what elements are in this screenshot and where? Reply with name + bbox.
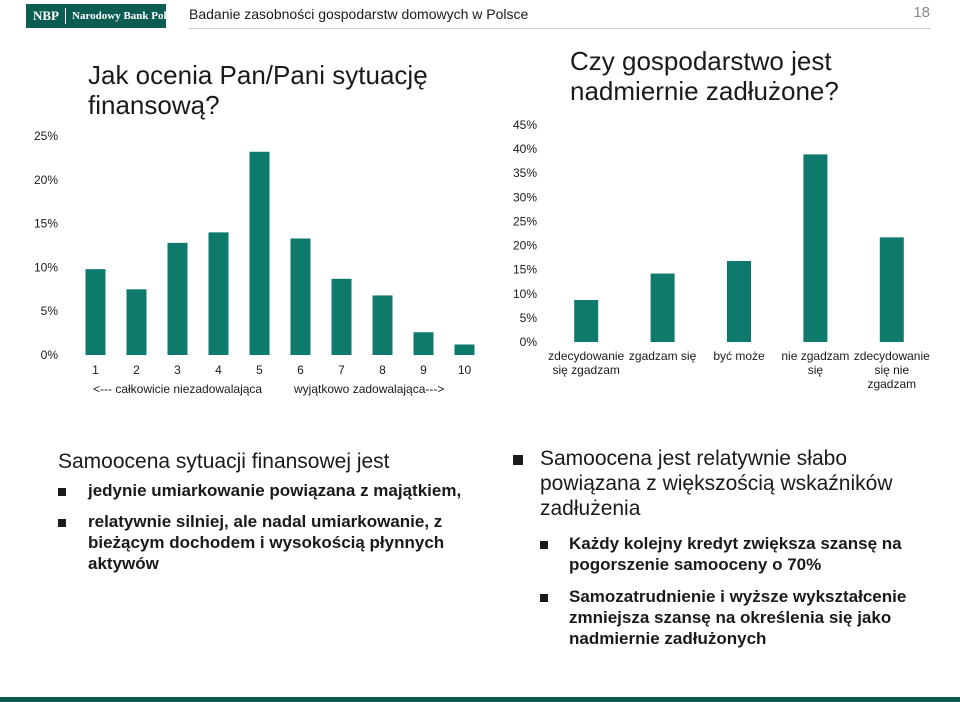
y-tick-label: 25% (33, 129, 58, 143)
bar (880, 237, 904, 342)
x-tick-label: być może (713, 349, 765, 363)
x-tick-label: 8 (379, 363, 386, 377)
x-tick-label: 10 (457, 363, 472, 377)
chart-title-financial-situation: Jak ocenia Pan/Pani sytuację finansową? (88, 60, 428, 120)
y-tick-label: 35% (512, 166, 537, 181)
page-number: 18 (913, 4, 930, 21)
header-title: Badanie zasobności gospodarstw domowych w Polsce (189, 6, 529, 22)
bar (574, 300, 598, 342)
x-tick-label: 5 (256, 363, 263, 377)
bar (332, 279, 352, 355)
x-tick-label: 7 (338, 363, 345, 377)
summary-heading: Samoocena sytuacji finansowej jest (58, 450, 390, 473)
summary-bullet: Samozatrudnienie i wyższe wykształcenie zmniejsza szansę na określenia się jako nadmiernie zadłużonych (540, 586, 943, 649)
y-tick-label: 25% (512, 214, 537, 229)
x-tick-label: 1 (92, 363, 99, 377)
y-tick-label: 15% (512, 262, 537, 277)
logo-name: Narodowy Bank Polski (72, 10, 180, 22)
x-tick-label: nie zgadzam (781, 349, 850, 363)
summary-bullet: jedynie umiarkowanie powiązana z majątkiem, (58, 480, 478, 501)
x-tick-label: 4 (215, 363, 222, 377)
bar (168, 243, 188, 355)
x-tick-label: zgadzam się (628, 349, 697, 363)
y-tick-label: 20% (33, 172, 58, 187)
x-axis-label-low: <--- całkowicie niezadowalająca (93, 382, 263, 396)
bar (414, 332, 434, 355)
indebtedness-summary (513, 446, 943, 660)
y-tick-label: 10% (33, 260, 58, 275)
x-tick-label: się (807, 363, 824, 377)
summary-bullet: relatywnie silniej, ale nadal umiarkowanie, z bieżącym dochodem i wysokością płynnych aktywów (58, 511, 478, 574)
x-axis-label-high: wyjątkowo zadowalająca---> (294, 382, 445, 396)
bar (455, 344, 475, 355)
bottom-brand-bar (0, 697, 960, 702)
x-tick-label: 3 (174, 363, 181, 377)
x-tick-label: zdecydowanie (548, 349, 625, 363)
y-tick-label: 15% (33, 216, 58, 231)
y-tick-label: 20% (512, 238, 537, 253)
y-tick-label: 45% (512, 118, 537, 132)
summary-bullet-list (58, 480, 478, 574)
bar (651, 274, 675, 342)
bar (727, 261, 751, 342)
y-tick-label: 0% (40, 348, 58, 362)
y-tick-label: 5% (40, 304, 58, 319)
bar (127, 289, 147, 355)
x-tick-label: się nie (874, 363, 910, 377)
bar (86, 269, 106, 355)
x-tick-label: zgadzam (867, 377, 917, 391)
bar (291, 238, 311, 355)
x-tick-label: 6 (297, 363, 304, 377)
x-tick-label: 9 (420, 363, 427, 377)
x-tick-label: zdecydowanie (853, 349, 930, 363)
y-tick-label: 0% (519, 335, 537, 349)
bar (209, 232, 229, 355)
bar (250, 152, 270, 355)
logo-code: NBP (26, 8, 66, 24)
y-tick-label: 40% (512, 142, 537, 157)
y-tick-label: 5% (519, 310, 537, 325)
chart-title-over-indebtedness: Czy gospodarstwo jest nadmiernie zadłużone? (570, 46, 839, 106)
summary-bullet: Każdy kolejny kredyt zwiększa szansę na pogorszenie samooceny o 70% (540, 533, 943, 575)
summary-heading: Samoocena jest relatywnie słabo powiązana z większością wskaźników zadłużenia (513, 446, 943, 521)
y-tick-label: 30% (512, 190, 537, 205)
financial-assessment-summary (58, 449, 478, 584)
summary-bullet-list (540, 533, 943, 649)
y-tick-label: 10% (512, 286, 537, 301)
x-tick-label: się zgadzam (552, 363, 620, 377)
x-tick-label: 2 (133, 363, 140, 377)
bar (803, 154, 827, 342)
bar (373, 295, 393, 355)
